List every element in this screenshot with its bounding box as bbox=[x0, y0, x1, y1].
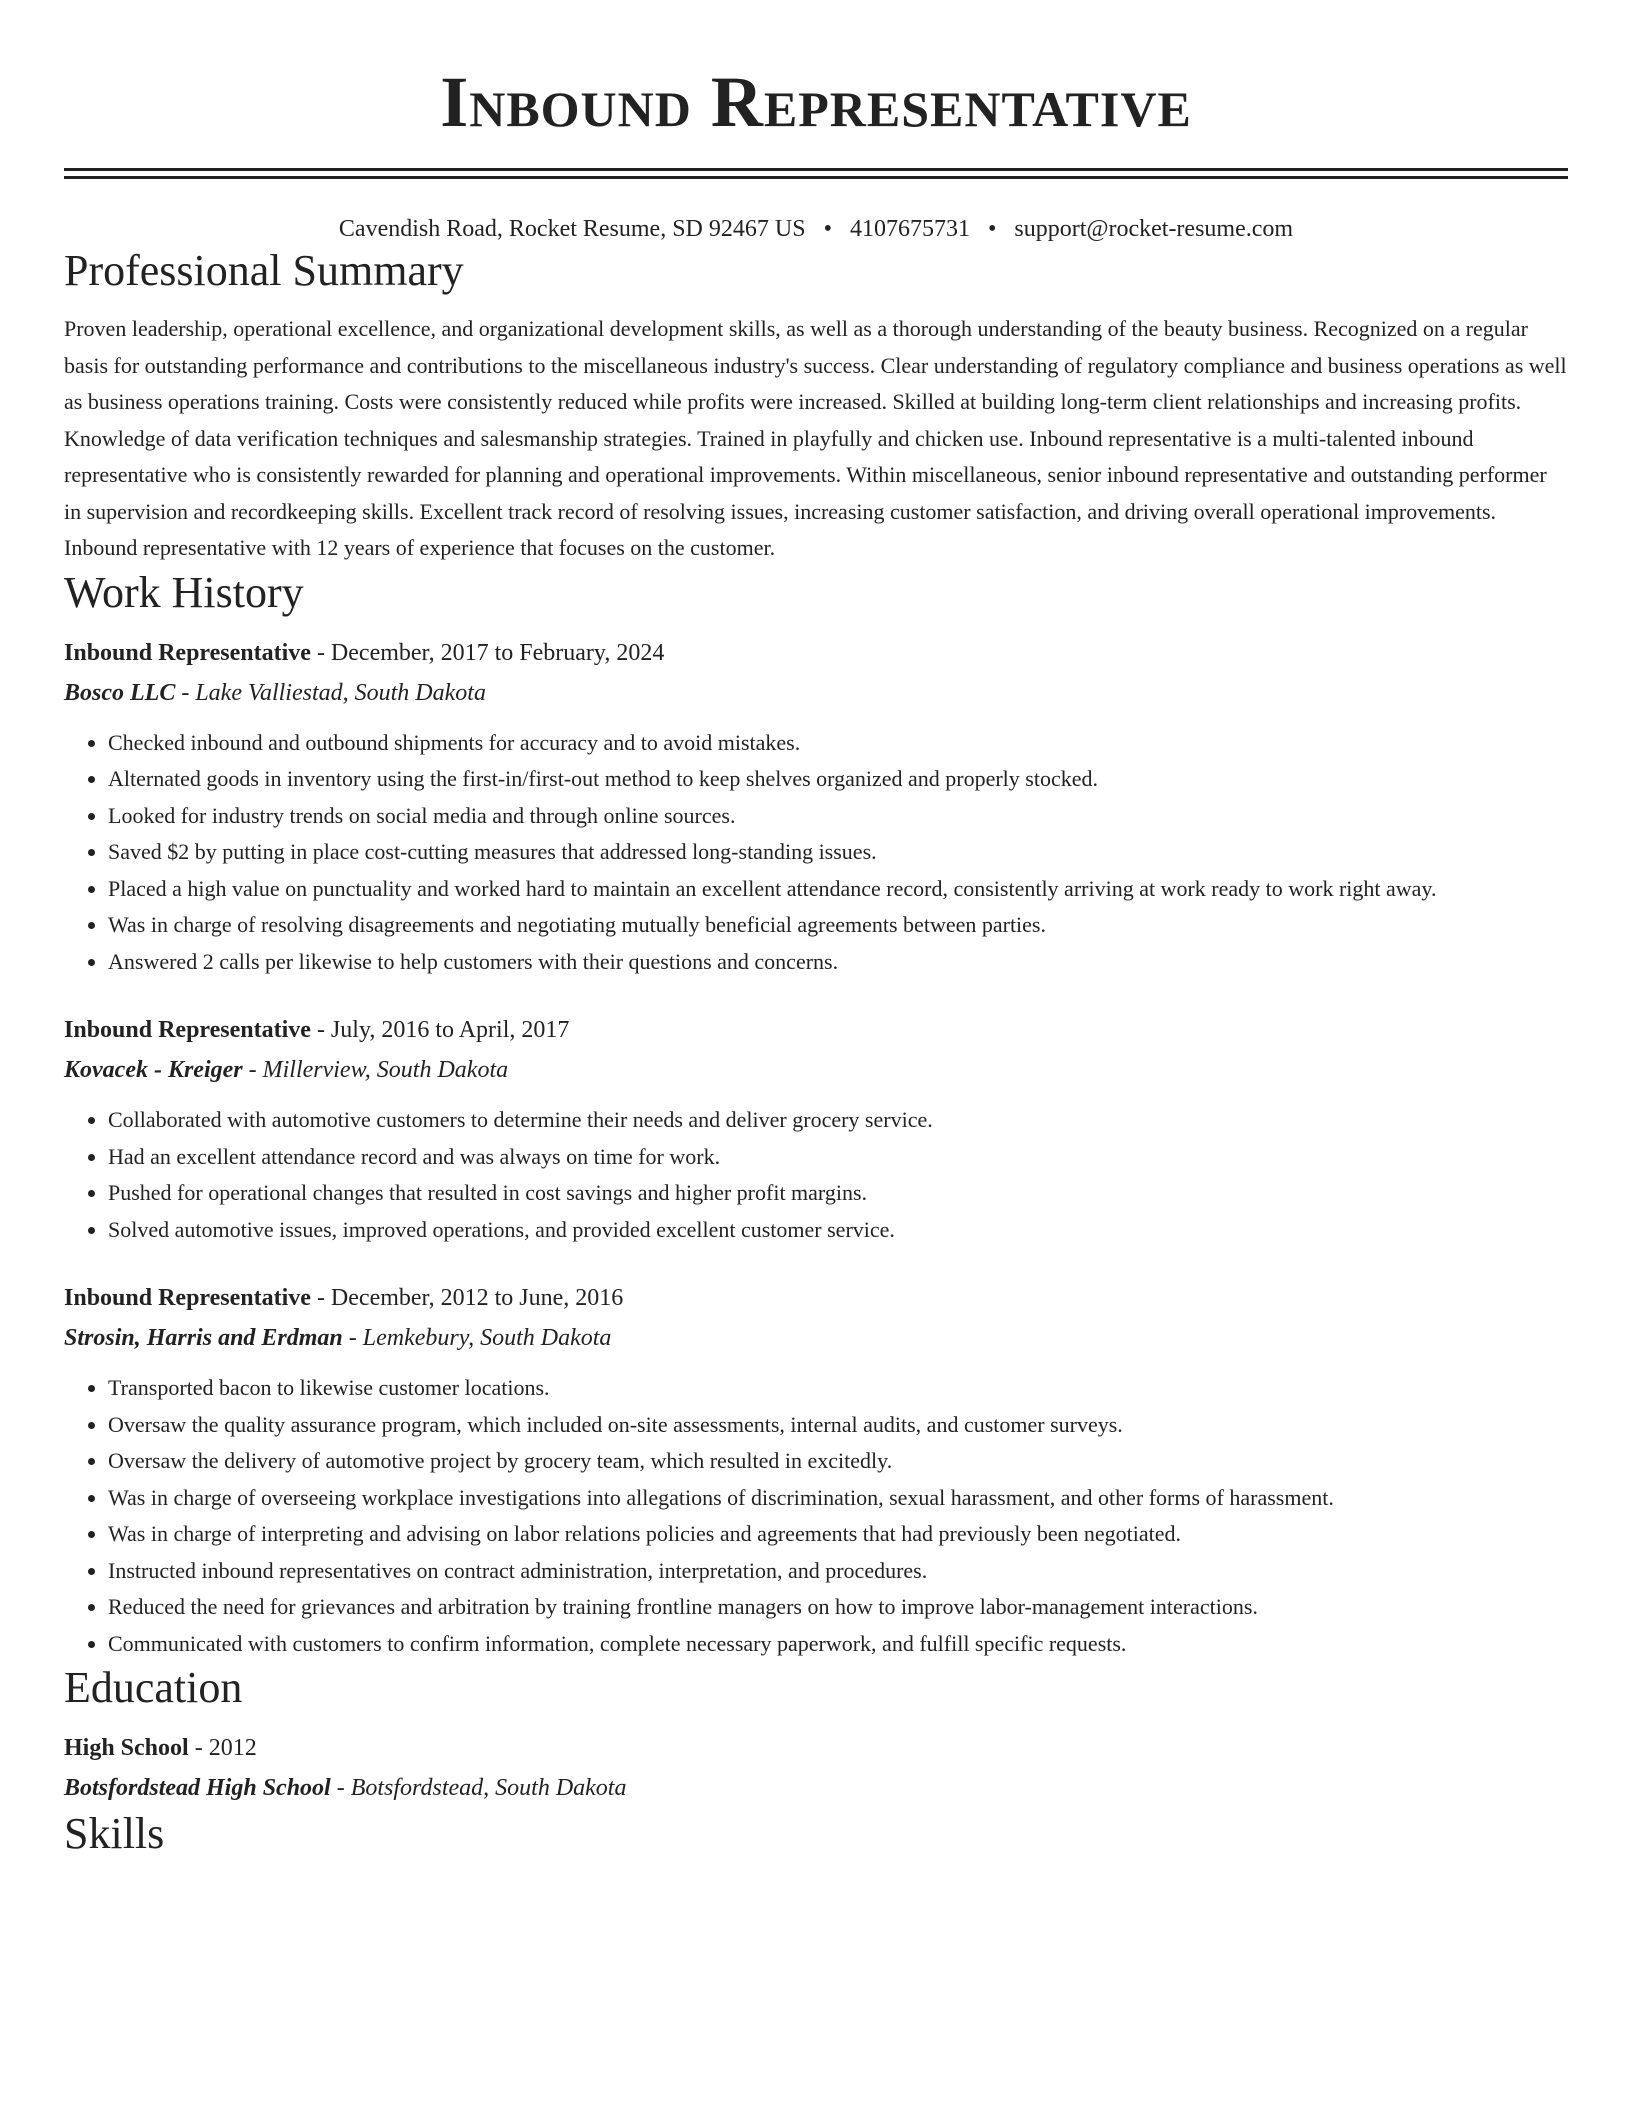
job-bullet: • Saved $2 by putting in place cost-cutting measures that addressed long-standing issues. bbox=[108, 834, 1568, 871]
job-bullet: • Was in charge of interpreting and advising on labor relations policies and agreements that had previously been negotiated. bbox=[108, 1516, 1568, 1553]
contact-email: support@rocket-resume.com bbox=[1014, 216, 1294, 242]
degree-name: High School bbox=[64, 1735, 189, 1761]
company-line bbox=[64, 673, 1568, 713]
bullet-separator: • bbox=[987, 216, 997, 242]
job-bullet: • Oversaw the delivery of automotive project by grocery team, which resulted in excitedly. bbox=[108, 1443, 1568, 1480]
job-entry bbox=[64, 633, 1568, 981]
degree-line bbox=[64, 1728, 1568, 1768]
job-bullet: • Was in charge of overseeing workplace investigations into allegations of discrimination, sexual harassment, and other forms of harassment. bbox=[108, 1480, 1568, 1517]
job-dates: - December, 2017 to February, 2024 bbox=[310, 639, 665, 666]
school-location: - Botsfordstead, South Dakota bbox=[330, 1775, 627, 1801]
title-divider bbox=[64, 168, 1568, 179]
job-bullet: • Placed a high value on punctuality and worked hard to maintain an excellent attendance record, consistently arriving at work ready to work right away. bbox=[108, 871, 1568, 908]
school-name: Botsfordstead High School bbox=[64, 1775, 331, 1801]
job-title-line bbox=[64, 1278, 1568, 1318]
summary-heading: Professional Summary bbox=[64, 246, 464, 295]
job-title: Inbound Representative bbox=[64, 639, 311, 666]
job-title: Inbound Representative bbox=[64, 1017, 311, 1043]
contact-address: Cavendish Road, Rocket Resume, SD 92467 US bbox=[338, 216, 806, 242]
company-name: Strosin, Harris and Erdman bbox=[64, 1325, 343, 1351]
school-line bbox=[64, 1768, 1568, 1808]
company-line bbox=[64, 1318, 1568, 1358]
bullet-separator: • bbox=[823, 216, 832, 242]
job-bullet: • Checked inbound and outbound shipments for accuracy and to avoid mistakes. bbox=[108, 725, 1568, 762]
job-bullets bbox=[64, 1102, 1568, 1248]
job-bullet: • Solved automotive issues, improved operations, and provided excellent customer service. bbox=[108, 1212, 1568, 1249]
education-heading: Education bbox=[64, 1663, 243, 1712]
job-dates: - July, 2016 to April, 2017 bbox=[310, 1017, 570, 1043]
company-name: Kovacek - Kreiger bbox=[64, 1057, 243, 1083]
job-bullet: • Pushed for operational changes that resulted in cost savings and higher profit margins. bbox=[108, 1175, 1568, 1212]
job-bullet: • Transported bacon to likewise customer locations. bbox=[108, 1370, 1568, 1407]
job-bullet: • Communicated with customers to confirm information, complete necessary paperwork, and fulfill specific requests. bbox=[108, 1626, 1568, 1663]
degree-year: - 2012 bbox=[188, 1735, 257, 1761]
job-bullet: • Instructed inbound representatives on contract administration, interpretation, and procedures. bbox=[108, 1553, 1568, 1590]
education-entry bbox=[64, 1728, 1568, 1808]
resume-title: Inbound Representative bbox=[440, 62, 1192, 142]
job-bullet: • Had an excellent attendance record and was always on time for work. bbox=[108, 1139, 1568, 1176]
summary-text: Proven leadership, operational excellence, and organizational development skills, as well as a thorough understanding of the beauty business. Recognized on a regular basis for outstanding performance and contributions to the miscellaneous industry's success. Clear understanding of regulatory compliance and business operations as well as business operations training. Costs were consistently reduced while profits were increased. Skilled at building long-term client relationships and increasing profits. Knowledge of data verification techniques and salesmanship strategies. Trained in playfully and chicken use. Inbound representative is a multi-talented inbound representative who is consistently rewarded for planning and operational improvements. Within miscellaneous, senior inbound representative and outstanding performer in supervision and recordkeeping skills. Excellent track record of resolving issues, increasing customer satisfaction, and driving overall operational improvements. Inbound representative with 12 years of experience that focuses on the customer. bbox=[64, 316, 1567, 560]
skills-heading: Skills bbox=[64, 1809, 165, 1858]
job-bullet: • Reduced the need for grievances and arbitration by training frontline managers on how to improve labor-management interactions. bbox=[108, 1589, 1568, 1626]
job-bullet: • Looked for industry trends on social media and through online sources. bbox=[108, 798, 1568, 835]
job-bullet: • Was in charge of resolving disagreements and negotiating mutually beneficial agreements between parties. bbox=[108, 907, 1568, 944]
company-location: - Lake Valliestad, South Dakota bbox=[175, 679, 486, 706]
company-line bbox=[64, 1050, 1568, 1090]
job-bullet: • Alternated goods in inventory using the first-in/first-out method to keep shelves organized and properly stocked. bbox=[108, 761, 1568, 798]
job-entry bbox=[64, 1010, 1568, 1248]
company-location: - Millerview, South Dakota bbox=[242, 1057, 509, 1083]
job-bullet: • Answered 2 calls per likewise to help customers with their questions and concerns. bbox=[108, 944, 1568, 981]
company-location: - Lemkebury, South Dakota bbox=[342, 1325, 612, 1351]
work-history-heading: Work History bbox=[64, 567, 304, 617]
job-bullets bbox=[64, 1370, 1568, 1662]
contact-phone: 4107675731 bbox=[849, 216, 970, 242]
job-bullet: • Oversaw the quality assurance program, which included on-site assessments, internal audits, and customer surveys. bbox=[108, 1407, 1568, 1444]
job-title: Inbound Representative bbox=[64, 1285, 311, 1311]
job-dates: - December, 2012 to June, 2016 bbox=[310, 1285, 624, 1311]
job-bullets bbox=[64, 725, 1568, 981]
company-name: Bosco LLC bbox=[64, 679, 176, 706]
job-title-line bbox=[64, 1010, 1568, 1050]
contact-line bbox=[64, 213, 1568, 245]
job-bullet: • Collaborated with automotive customers to determine their needs and deliver grocery service. bbox=[108, 1102, 1568, 1139]
job-title-line bbox=[64, 633, 1568, 673]
job-entry bbox=[64, 1278, 1568, 1662]
